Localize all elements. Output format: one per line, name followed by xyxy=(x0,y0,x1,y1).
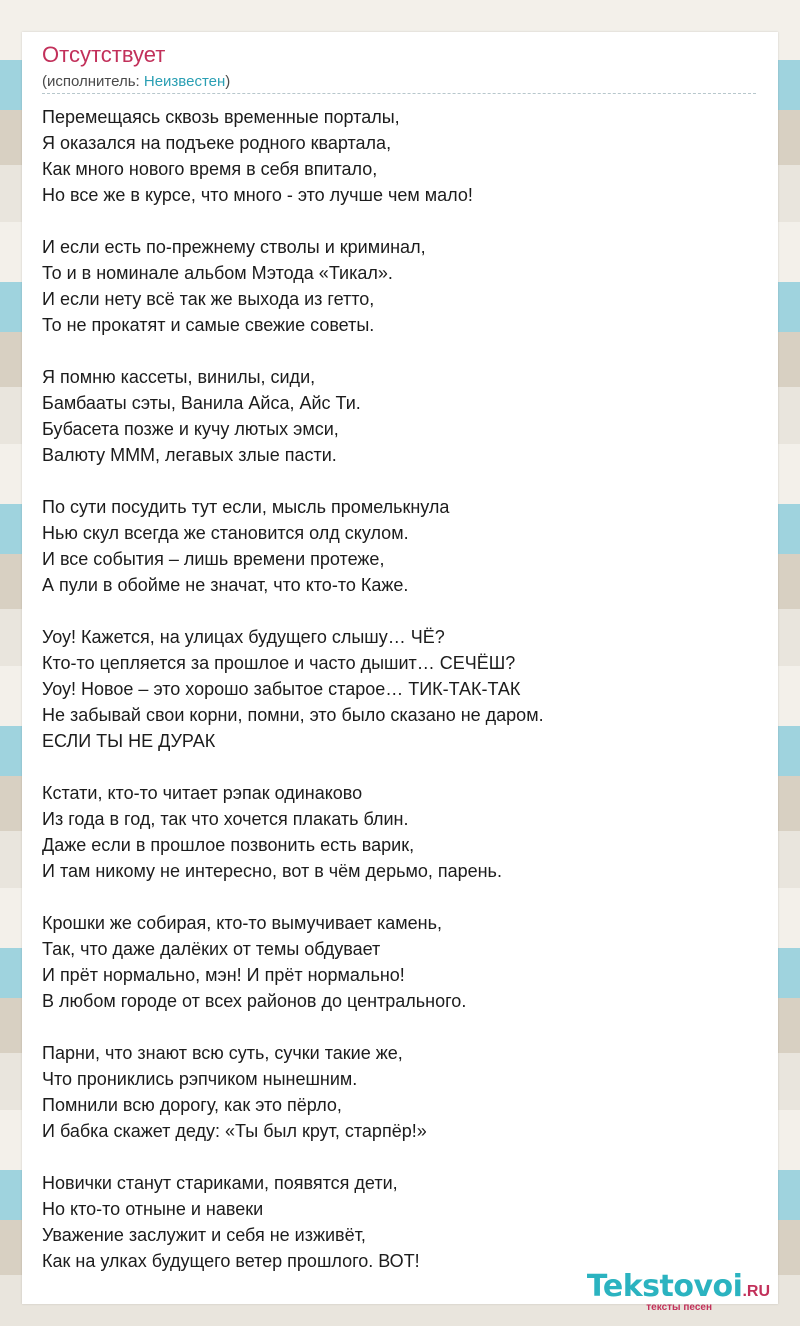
lyrics-line: Перемещаясь сквозь временные порталы, xyxy=(42,107,400,127)
artist-link[interactable]: Неизвестен xyxy=(143,73,226,90)
lyrics-line: И там никому не интересно, вот в чём дерьмо, парень. xyxy=(42,861,502,881)
lyrics-line: И если нету всё так же выхода из гетто, xyxy=(42,289,375,309)
site-logo[interactable] xyxy=(586,1269,770,1313)
lyrics-card xyxy=(22,32,778,1304)
lyrics-line: Помнили всю дорогу, как это пёрло, xyxy=(42,1095,342,1115)
lyrics-line: Из года в год, так что хочется плакать блин. xyxy=(42,809,409,829)
lyrics-line: Бамбааты сэты, Ванила Айса, Айс Ти. xyxy=(42,393,361,413)
lyrics-stanza xyxy=(42,624,758,754)
lyrics-line: Парни, что знают всю суть, сучки такие же, xyxy=(42,1043,403,1063)
song-title: Отсутствует xyxy=(42,42,166,67)
lyrics-line: ЕСЛИ ТЫ НЕ ДУРАК xyxy=(42,731,216,751)
lyrics-line: Я помню кассеты, винилы, сиди, xyxy=(42,367,316,387)
lyrics-line: Уважение заслужит и себя не изживёт, xyxy=(42,1225,366,1245)
lyrics-line: По сути посудить тут если, мысль промелькнула xyxy=(42,497,450,517)
lyrics-stanza xyxy=(42,1040,758,1144)
logo-name: Tekstovoi xyxy=(586,1269,743,1304)
lyrics-line: Новички станут стариками, появятся дети, xyxy=(42,1173,398,1193)
lyrics-line: И все события – лишь времени протеже, xyxy=(42,549,385,569)
lyrics-line: Как на улках будущего ветер прошлого. ВОТ! xyxy=(42,1251,420,1271)
lyrics-stanza xyxy=(42,910,758,1014)
lyrics-line: И если есть по-прежнему стволы и криминал, xyxy=(42,237,426,257)
lyrics-line: Что прониклись рэпчиком нынешним. xyxy=(42,1069,358,1089)
lyrics-line: Даже если в прошлое позвонить есть варик, xyxy=(42,835,415,855)
lyrics-line: Но кто-то отныне и навеки xyxy=(42,1199,264,1219)
lyrics-line: Уоу! Кажется, на улицах будущего слышу… ЧЁ? xyxy=(42,627,445,647)
lyrics-line: В любом городе от всех районов до центрального. xyxy=(42,991,467,1011)
lyrics-stanza xyxy=(42,780,758,884)
lyrics-line: А пули в обойме не значат, что кто-то Каже. xyxy=(42,575,409,595)
lyrics-line: И бабка скажет деду: «Ты был крут, старпёр!» xyxy=(42,1121,427,1141)
logo-tld: .RU xyxy=(742,1283,770,1300)
lyrics-line: Но все же в курсе, что много - это лучше чем мало! xyxy=(42,185,473,205)
lyrics-line: Кстати, кто-то читает рэпак одинаково xyxy=(42,783,363,803)
lyrics-stanza xyxy=(42,494,758,598)
lyrics-line: Уоу! Новое – это хорошо забытое старое… ТИК-ТАК-ТАК xyxy=(42,679,521,699)
lyrics-stanza xyxy=(42,234,758,338)
lyrics-line: Я оказался на подъеке родного квартала, xyxy=(42,133,392,153)
lyrics-stanza xyxy=(42,1170,758,1274)
lyrics-line: Крошки же собирая, кто-то вымучивает камень, xyxy=(42,913,442,933)
lyrics-line: Бубасета позже и кучу лютых эмси, xyxy=(42,419,339,439)
artist-suffix: ) xyxy=(225,73,231,90)
logo-tagline: тексты песен xyxy=(646,1302,712,1313)
artist-prefix: (исполнитель: xyxy=(42,73,144,90)
lyrics-line: И прёт нормально, мэн! И прёт нормально! xyxy=(42,965,405,985)
lyrics-line: Так, что даже далёких от темы обдувает xyxy=(42,939,381,959)
title-divider xyxy=(42,93,756,94)
lyrics-stanza xyxy=(42,104,758,208)
lyrics-line: Как много нового время в себя впитало, xyxy=(42,159,378,179)
lyrics-line: Нью скул всегда же становится олд скулом. xyxy=(42,523,409,543)
lyrics-line: То и в номинале альбом Мэтода «Тикал». xyxy=(42,263,393,283)
lyrics-line: То не прокатят и самые свежие советы. xyxy=(42,315,375,335)
lyrics-line: Кто-то цепляется за прошлое и часто дышит… СЕЧЁШ? xyxy=(42,653,516,673)
artist-line xyxy=(42,73,230,90)
lyrics-line: Валюту МММ, легавых злые пасти. xyxy=(42,445,337,465)
lyrics-stanza xyxy=(42,364,758,468)
lyrics-line: Не забывай свои корни, помни, это было сказано не даром. xyxy=(42,705,544,725)
lyrics-body xyxy=(42,104,758,1300)
